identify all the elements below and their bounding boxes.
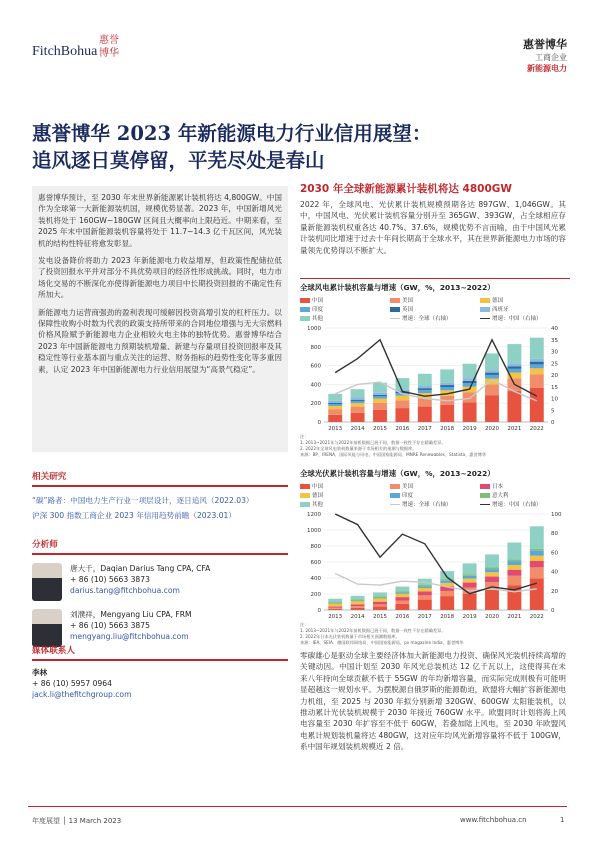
bar-segment (485, 373, 499, 375)
bar-segment (507, 364, 521, 367)
x-tick-label: 2018 (440, 614, 455, 620)
related-heading: 相关研究 (32, 472, 67, 482)
x-tick-label: 2017 (417, 426, 432, 432)
section-paragraph: 2022 年，全球风电、光伏累计装机规模预期各达 897GW、1,046GW。其中，中国风电、光伏累计装机容量分别升至 365GW、393GW，占全球相应存量新能源装机权重各达 40.7%、37.6%，规模优势不言而喻，由于中国风光累计装机同比增速于过去十年间长期高于全球水平，其在世界新能源电力市场的容量领先优势得以不断扩大。 (300, 200, 566, 255)
bar-segment (328, 608, 342, 609)
media-heading: 媒体联系人 (32, 646, 75, 656)
related-link[interactable]: 沪深 300 指数工商企业 2023 年信用趋势前瞻（2023.01） (32, 511, 236, 520)
section-title: 2030 年全球新能源累计装机将达 4800GW (300, 183, 512, 195)
bar-segment (328, 607, 342, 608)
y2-tick-label: 0 (551, 608, 555, 614)
x-tick-label: 2015 (373, 614, 387, 620)
bar-segment (463, 576, 477, 579)
bar-segment (507, 576, 521, 586)
legend-label: 中国 (312, 484, 324, 490)
bar-segment (418, 600, 432, 610)
bar-segment (328, 602, 342, 603)
bar-segment (530, 375, 544, 388)
bar-segment (507, 565, 521, 570)
bar-segment (440, 596, 454, 610)
legend-label: 意大利 (492, 493, 509, 499)
series-line (335, 380, 537, 401)
chart1-legend (300, 296, 570, 322)
legend-item (390, 314, 478, 322)
legend-item (480, 305, 568, 313)
x-tick-label: 2015 (373, 426, 387, 432)
legend-label: 增速：中国（右轴） (492, 502, 542, 508)
series-line (335, 514, 537, 594)
bar-segment (395, 594, 409, 597)
bar-segment (373, 604, 387, 606)
bar-segment (373, 607, 387, 610)
legend-label: 印度 (312, 307, 324, 313)
bar-segment (351, 599, 365, 601)
bar-segment (328, 409, 342, 415)
legend-item (480, 500, 568, 508)
summary-paragraph: 惠誉博华预计，至 2030 年末世界新能源累计装机将达 4,800GW。中国作为全球第一大新能源装机国，规模优势显著。2023 年，中国新增风光装机将处于 160GW~180GW 区间且大概率向上限趋近。中期来看，至 2025 年末中国新能源装机容量将处于 11.7~14.3 亿千瓦区间，风光装机的结构性特征将愈发彰显。 (38, 193, 282, 248)
bar-segment (530, 551, 544, 556)
y-tick-label: 1000 (307, 528, 321, 534)
y-tick-label: 1000 (307, 326, 321, 332)
bar-segment (530, 364, 544, 368)
bar-segment (507, 559, 521, 561)
bar-segment (328, 401, 342, 403)
bar-segment (328, 406, 342, 409)
legend-label: 印度 (402, 493, 414, 499)
analyst-email-link[interactable]: mengyang.liu@fitchbohua.com (70, 632, 189, 641)
media-phone: + 86 (10) 5957 0964 (32, 679, 112, 688)
legend-item (390, 500, 478, 508)
x-tick-label: 2019 (462, 614, 477, 620)
bar-segment (440, 385, 454, 387)
analyst-name: 唐大千，Daqian Darius Tang CPA, CFA (70, 564, 211, 573)
legend-swatch (300, 307, 310, 312)
bar-segment (418, 591, 432, 595)
bar-segment (351, 604, 365, 606)
bar-segment (530, 526, 544, 548)
bar-segment (440, 387, 454, 390)
bar-segment (530, 567, 544, 578)
y2-tick-label: 30 (551, 349, 558, 356)
chart-note: 2. 2022年全球风电装机数量来源于市场相关的预测与数据库。 (300, 446, 417, 451)
chart2-svg (300, 510, 570, 622)
y2-tick-label: 40 (551, 326, 558, 332)
bar-segment (485, 384, 499, 395)
legend-swatch (480, 504, 490, 506)
bar-segment (507, 561, 521, 565)
bar-segment (351, 413, 365, 422)
y2-tick-label: 60 (551, 550, 558, 557)
legend-label: 西班牙 (492, 307, 509, 313)
brand-logo-text: FitchBohua (32, 44, 98, 59)
bar-segment (328, 604, 342, 607)
legend-item (480, 296, 568, 304)
bar-segment (507, 366, 521, 369)
header-subtitle: 工商企业 (535, 53, 567, 62)
legend-swatch (300, 484, 310, 489)
legend-label: 美国 (402, 484, 414, 490)
legend-swatch (300, 493, 310, 498)
bar-segment (530, 561, 544, 567)
legend-swatch (390, 484, 400, 489)
y2-tick-label: 35 (551, 337, 558, 344)
y-tick-label: 800 (310, 344, 321, 351)
bar-segment (485, 554, 499, 567)
bar-segment (463, 364, 477, 379)
chart1-title: 全球风电累计装机容量与增速（GW，%，2013~2022） (300, 283, 495, 292)
bar-segment (507, 570, 521, 576)
bar-segment (530, 338, 544, 359)
y2-tick-label: 15 (551, 384, 558, 391)
bar-segment (507, 344, 521, 364)
legend-label: 增速：中国（右轴） (492, 316, 542, 322)
bar-segment (507, 543, 521, 560)
bar-segment (373, 597, 387, 599)
bar-segment (351, 606, 365, 608)
legend-item (300, 314, 388, 322)
media-name: 李林 (32, 668, 48, 677)
x-tick-label: 2021 (507, 614, 522, 620)
bar-segment (328, 403, 342, 404)
y2-tick-label: 20 (551, 373, 558, 379)
section-paragraph-2: 零碳雄心是驱动全球主要经济体加大新能源电力投资、确保风光装机持续高增的关键动因。中国计划至 2030 年风光总装机达 12 亿千瓦以上，这使得其在未来八年持向全球贡献不低于 55GW 的年均新增容量，而实际完成则极有可能明显超越这一规划水平。为摆脱源自俄罗斯的能源勒迫，欧盟将大幅扩容新能源电力机组，至 2025 与 2030 年拟分别新增 320GW、600GW 太阳能装机，以推动累计光伏装机规模于 2030 年接近 760GW 水平。欧盟同时计划将海上风电容量至 2030 年扩容至不低于 60GW，若叠加陆上风电，至 2030 年欧盟风电累计规划装机量将达 480GW，这对应年均风光新增容量将不低于 100GW，系中国年规划装机规模近 2 倍。 (300, 651, 566, 752)
y-tick-label: 200 (310, 401, 321, 408)
chart1-svg (300, 324, 570, 434)
bar-segment (418, 407, 432, 422)
bar-segment (395, 593, 409, 594)
footer-url[interactable]: www.fitchbohua.cn (460, 816, 527, 824)
brand-seal-logo: 惠誉 博华 (99, 35, 119, 59)
bar-segment (351, 398, 365, 400)
bar-segment (485, 353, 499, 370)
legend-item (300, 482, 388, 490)
bar-segment (485, 590, 499, 610)
y-tick-label: 600 (310, 363, 321, 370)
y2-tick-label: 40 (551, 569, 558, 576)
chart2-title: 全球光伏累计装机容量与增速（GW，%，2013~2022） (300, 469, 495, 478)
legend-swatch (390, 298, 400, 303)
avatar (32, 563, 62, 601)
bar-segment (395, 597, 409, 600)
legend-swatch (300, 316, 310, 321)
bar-segment (485, 572, 499, 576)
bar-segment (418, 386, 432, 388)
y2-tick-label: 20 (551, 588, 558, 595)
legend-item (390, 491, 478, 499)
legend-label: 其他 (312, 316, 324, 322)
legend-item (300, 296, 388, 304)
bar-segment (373, 396, 387, 398)
bar-segment (373, 395, 387, 396)
y-tick-label: 1200 (307, 512, 321, 518)
bar-segment (351, 608, 365, 610)
legend-swatch (480, 307, 490, 312)
legend-swatch (480, 318, 490, 320)
legend-label: 德国 (492, 298, 504, 304)
x-tick-label: 2014 (350, 614, 365, 620)
bar-segment (418, 388, 432, 390)
x-tick-label: 2013 (328, 426, 343, 432)
legend-swatch (390, 493, 400, 498)
bar-segment (418, 585, 432, 587)
x-tick-label: 2016 (395, 614, 410, 620)
x-tick-label: 2013 (328, 614, 343, 620)
bar-segment (395, 592, 409, 594)
bar-segment (463, 402, 477, 422)
legend-label: 英国 (402, 307, 414, 313)
legend-swatch (390, 307, 400, 312)
chart2-notes (300, 622, 570, 646)
legend-swatch (390, 318, 400, 320)
bar-segment (351, 407, 365, 413)
legend-label: 德国 (312, 493, 324, 499)
y2-tick-label: 100 (551, 512, 562, 518)
y-tick-label: 200 (310, 592, 321, 598)
bar-segment (328, 415, 342, 422)
page-title: 惠誉博华 2023 年新能源电力行业信用展望： 追风逐日莫停留，平芜尽处是春山 (32, 122, 432, 172)
x-tick-label: 2022 (529, 426, 544, 432)
analysts-heading: 分析师 (32, 540, 58, 550)
legend-label: 其他 (312, 502, 324, 508)
legend-swatch (480, 493, 490, 498)
bar-segment (328, 599, 342, 602)
analysts-section (32, 540, 288, 647)
bar-segment (440, 591, 454, 596)
y-tick-label: 800 (310, 544, 321, 550)
bar-segment (395, 408, 409, 422)
legend-swatch (300, 502, 310, 507)
analyst-card (32, 609, 288, 647)
bar-segment (418, 588, 432, 591)
chart-note: 来源：IEA、SEIA、德国联邦网络局、中国国家能源局、pv magazine India、惠誉博华 (300, 640, 464, 645)
x-tick-label: 2022 (529, 614, 544, 620)
bar-segment (373, 598, 387, 601)
x-tick-label: 2014 (350, 426, 365, 432)
related-research (32, 472, 288, 523)
summary-paragraph: 发电设备降价将助力 2023 年新能源电力收益增厚，但政策性配储拉低了投资回报水平并对部分不具优势项目的经济性形成挑战。同时，电力市场化交易的不断深化亦使得新能源电力项目中长期投资回报的不确定性有所加大。 (38, 256, 282, 300)
bar-segment (463, 563, 477, 574)
bar-segment (351, 596, 365, 600)
chart1-notes (300, 434, 570, 458)
legend-label: 增速：全球（右轴） (402, 316, 452, 322)
bar-segment (351, 401, 365, 403)
chart-note: 注： (300, 434, 309, 439)
legend-swatch (480, 484, 490, 489)
bar-segment (373, 403, 387, 410)
bar-segment (351, 389, 365, 397)
legend-item (390, 296, 478, 304)
legend-label: 美国 (402, 298, 414, 304)
bar-segment (485, 569, 499, 572)
y2-tick-label: 25 (551, 361, 558, 368)
analyst-email-link[interactable]: darius.tang@fitchbohua.com (70, 586, 180, 595)
x-tick-label: 2021 (507, 426, 522, 432)
bar-segment (485, 567, 499, 569)
footer-left: 年度展望 │ 13 March 2023 (32, 817, 122, 825)
bar-segment (440, 369, 454, 382)
bar-segment (373, 410, 387, 422)
bar-segment (463, 594, 477, 610)
summary-paragraph: 新能源电力运营商强劲的盈利表现可缓解因投资高增引发的杠杆压力。以保障性收购小时数为代表的政策支持所带来的合同地位增强与无大宗燃料价格风险赋予新能源电力企业相较火电主体的独特优势。惠誉博华结合 2023 年中国新能源电力预期装机增量、新建与存量项目投资回报率及其稳定性等行业基本面与重点关注的运营、财务指标的趋势性变化等多重因素，认定 2023 年中国新能源电力行业信用展望为“高景气稳定”。 (38, 307, 282, 374)
x-tick-label: 2016 (395, 426, 410, 432)
bar-segment (463, 583, 477, 588)
legend-swatch (390, 504, 400, 506)
bar-segment (463, 381, 477, 383)
chart-note: 注： (300, 622, 309, 627)
bar-segment (507, 369, 521, 373)
page-number: 1 (560, 816, 565, 824)
summary-box (32, 186, 288, 452)
chart1-block (300, 278, 570, 458)
y2-tick-label: 0 (551, 420, 555, 426)
bar-segment (440, 405, 454, 422)
legend-item (300, 491, 388, 499)
bar-segment (507, 391, 521, 422)
analyst-card (32, 563, 288, 601)
related-link[interactable]: “碳”路者：中国电力生产行业一项层设计，逐日追风（2022.03） (32, 496, 254, 505)
y-tick-label: 0 (317, 608, 321, 614)
legend-swatch (300, 298, 310, 303)
bar-segment (440, 383, 454, 385)
media-email-link[interactable]: jack.li@thefitchgroup.com (32, 690, 132, 699)
y2-tick-label: 80 (551, 531, 558, 538)
bar-segment (463, 574, 477, 576)
bar-segment (485, 577, 499, 583)
bar-segment (395, 396, 409, 401)
legend-swatch (480, 298, 490, 303)
bar-segment (328, 404, 342, 406)
bar-segment (373, 592, 387, 596)
avatar (32, 609, 62, 647)
bar-segment (328, 394, 342, 401)
y-tick-label: 0 (317, 420, 321, 426)
bar-segment (463, 383, 477, 387)
legend-item (300, 305, 388, 313)
bar-segment (395, 600, 409, 603)
legend-item (480, 491, 568, 499)
x-tick-label: 2017 (417, 614, 432, 620)
bar-segment (463, 579, 477, 583)
analyst-phone: + 86 (10) 5663 3873 (70, 575, 150, 584)
chart-note: 1. 2013~2021年与2022年前机数据已展不同，数据一致性不存在精确差异。 (300, 440, 446, 445)
bar-segment (351, 601, 365, 604)
legend-item (390, 305, 478, 313)
bar-segment (530, 362, 544, 365)
bar-segment (351, 400, 365, 401)
bar-segment (485, 395, 499, 422)
legend-item (390, 482, 478, 490)
legend-item (300, 500, 388, 508)
bar-segment (418, 595, 432, 599)
bar-segment (373, 393, 387, 395)
legend-item (480, 482, 568, 490)
x-tick-label: 2019 (462, 426, 477, 432)
bar-segment (395, 400, 409, 408)
legend-label: 增速：全球（右轴） (402, 502, 452, 508)
header-company: 惠誉博华 (523, 38, 567, 51)
chart2-block (300, 468, 570, 646)
bar-segment (373, 602, 387, 605)
bar-segment (485, 375, 499, 379)
footer-divider (28, 806, 567, 807)
chart2-legend (300, 482, 570, 508)
bar-segment (351, 403, 365, 407)
bar-segment (373, 399, 387, 403)
bar-segment (530, 368, 544, 374)
chart-note: 1. 2013~2021年与2022年前机数据已展不同，数据一致性不存在精确差异。 (300, 628, 446, 633)
chart-note: 来源：BP、IRENA、国际风能与风电、中国国家能源局、MNRE Renewables、Statista、惠誉博华 (300, 452, 487, 457)
bar-segment (485, 370, 499, 373)
header-sector: 新能源电力 (527, 64, 567, 73)
analyst-name: 刘濮祥，Mengyang Liu CPA, FRM (70, 610, 192, 619)
x-tick-label: 2020 (485, 614, 499, 620)
y2-tick-label: 10 (551, 396, 558, 403)
bar-segment (395, 587, 409, 592)
bar-segment (530, 549, 544, 551)
y-tick-label: 400 (310, 382, 321, 389)
chart-note: 2. 2022年日本光伏装机数量于市场相关预测数据库。 (300, 634, 400, 639)
x-tick-label: 2018 (440, 426, 455, 432)
bar-segment (530, 556, 544, 561)
legend-label: 日本 (492, 484, 504, 490)
y-tick-label: 400 (310, 576, 321, 582)
legend-label: 中国 (312, 298, 324, 304)
legend-item (480, 314, 568, 322)
y-tick-label: 600 (310, 560, 321, 566)
bar-segment (530, 359, 544, 362)
x-tick-label: 2020 (485, 426, 499, 432)
y2-tick-label: 5 (551, 408, 555, 415)
media-contact (32, 646, 288, 700)
analyst-phone: + 86 (10) 5663 3875 (70, 621, 150, 630)
bar-segment (418, 390, 432, 393)
bar-segment (418, 374, 432, 386)
bar-segment (395, 604, 409, 610)
bar-segment (418, 587, 432, 588)
